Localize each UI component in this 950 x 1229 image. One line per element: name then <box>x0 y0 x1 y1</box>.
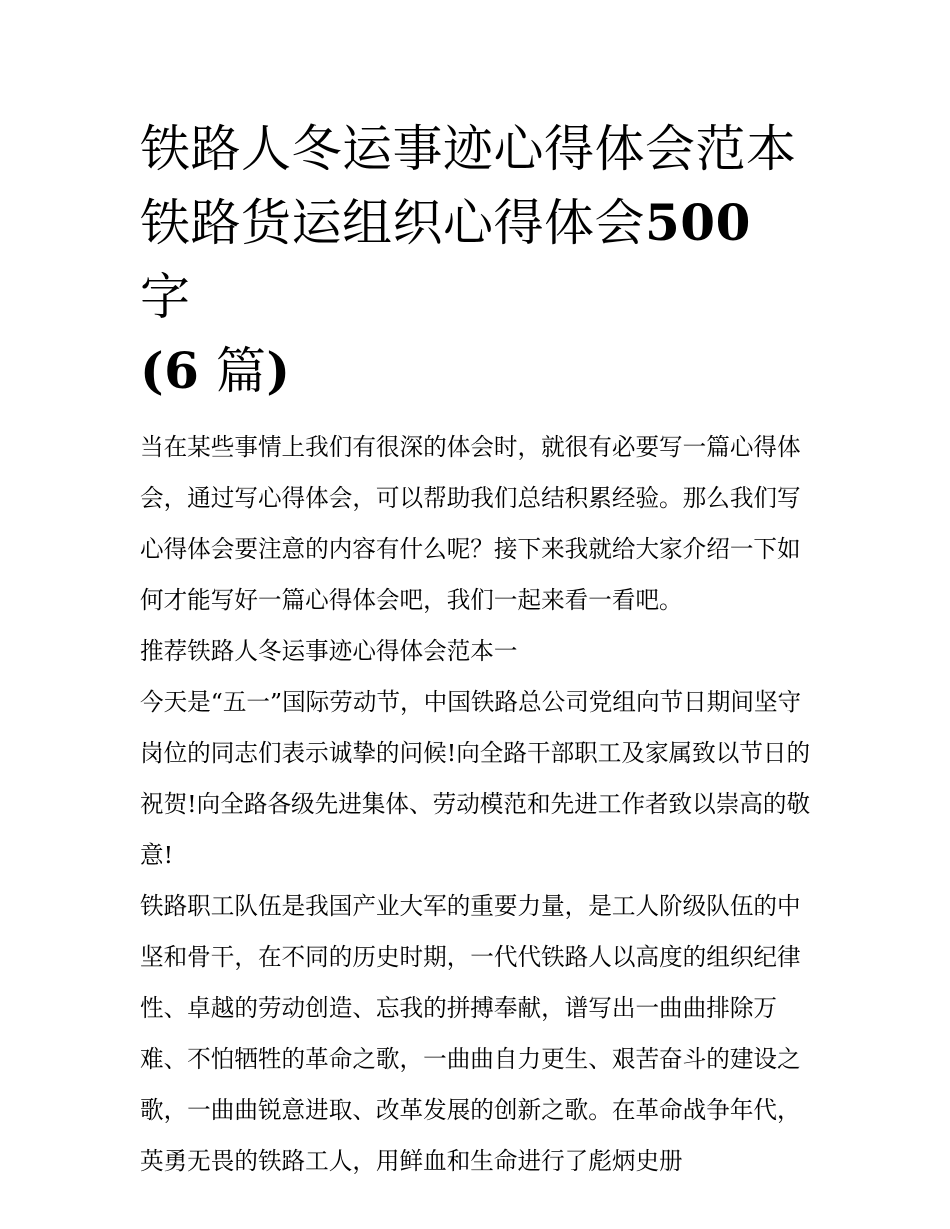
intro-paragraph: 当在某些事情上我们有很深的体会时，就很有必要写一篇心得体会，通过写心得体会，可以帮助我们总结积累经验。那么我们写心得体会要注意的内容有什么呢？接下来我就给大家介绍一下如何才能写好一篇心得体会吧，我们一起来看一看吧。 <box>140 433 801 614</box>
document-content <box>140 112 812 1187</box>
title-line-2-number: 500 <box>645 193 751 252</box>
body-paragraph: 铁路职工队伍是我国产业大军的重要力量，是工人阶级队伍的中坚和骨干，在不同的历史时期，一代代铁路人以高度的组织纪律性、卓越的劳动创造、忘我的拼搏奉献，谱写出一曲曲排除万难、不怕牺牲的革命之歌，一曲曲自力更生、艰苦奋斗的建设之歌，一曲曲锐意进取、改革发展的创新之歌。在革命战争年代，英勇无畏的铁路工人，用鲜血和生命进行了彪炳史册 <box>140 892 801 1175</box>
title-line-2-tail: 字 <box>140 268 191 326</box>
document-title <box>140 112 812 408</box>
section-heading: 推荐铁路人冬运事迹心得体会范本一 <box>140 637 518 665</box>
title-line-1: 铁路人冬运事迹心得体会范本 <box>140 120 797 178</box>
title-line-3-paren-open: ( <box>140 341 165 400</box>
title-line-3-paren-close: ) <box>266 341 291 400</box>
document-body <box>140 422 812 1187</box>
title-line-3-text: 篇 <box>199 342 267 400</box>
title-line-3-number: 6 <box>164 341 200 400</box>
title-line-2-text: 铁路货运组织心得体会 <box>140 194 645 252</box>
body-paragraph: 今天是“五一”国际劳动节，中国铁路总公司党组向节日期间坚守岗位的同志们表示诚挚的问候!向全路干部职工及家属致以节日的祝贺!向全路各级先进集体、劳动模范和先进工作者致以崇高的敬意! <box>140 688 811 869</box>
